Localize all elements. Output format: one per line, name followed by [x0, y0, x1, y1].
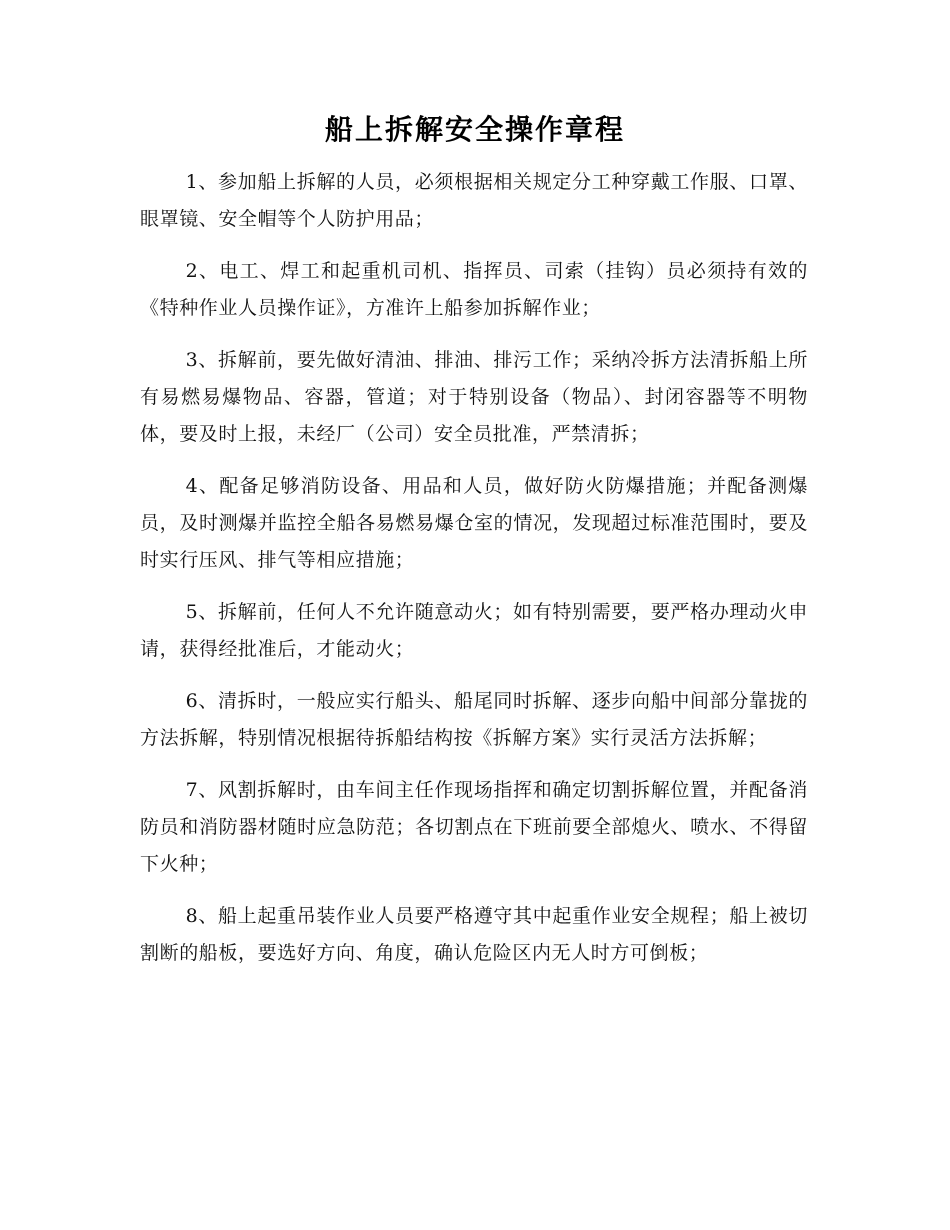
- paragraph-6: 6、清拆时，一般应实行船头、船尾同时拆解、逐步向船中间部分靠拢的方法拆解，特别情况根据待拆船结构按《拆解方案》实行灵活方法拆解；: [140, 690, 808, 749]
- document-body: [140, 164, 808, 987]
- paragraph-3: 3、拆解前，要先做好清油、排油、排污工作；采纳冷拆方法清拆船上所有易燃易爆物品、容器，管道；对于特别设备（物品）、封闭容器等不明物体，要及时上报，未经厂（公司）安全员批准，严禁清拆；: [140, 349, 808, 445]
- paragraph-1: 1、参加船上拆解的人员，必须根据相关规定分工种穿戴工作服、口罩、眼罩镜、安全帽等个人防护用品；: [140, 171, 808, 230]
- paragraph-2: 2、电工、焊工和起重机司机、指挥员、司索（挂钩）员必须持有效的《特种作业人员操作证》，方准许上船参加拆解作业；: [140, 260, 808, 319]
- paragraph-8: 8、船上起重吊装作业人员要严格遵守其中起重作业安全规程；船上被切割断的船板，要选好方向、角度，确认危险区内无人时方可倒板；: [140, 905, 808, 964]
- paragraph-7: 7、风割拆解时，由车间主任作现场指挥和确定切割拆解位置，并配备消防员和消防器材随时应急防范；各切割点在下班前要全部熄火、喷水、不得留下火种；: [140, 779, 808, 875]
- paragraph-5: 5、拆解前，任何人不允许随意动火；如有特别需要，要严格办理动火申请，获得经批准后，才能动火；: [140, 601, 808, 660]
- paragraph-4: 4、配备足够消防设备、用品和人员，做好防火防爆措施；并配备测爆员，及时测爆并监控全船各易燃易爆仓室的情况，发现超过标准范围时，要及时实行压风、排气等相应措施；: [140, 475, 808, 571]
- document-title: 船上拆解安全操作章程: [324, 113, 625, 146]
